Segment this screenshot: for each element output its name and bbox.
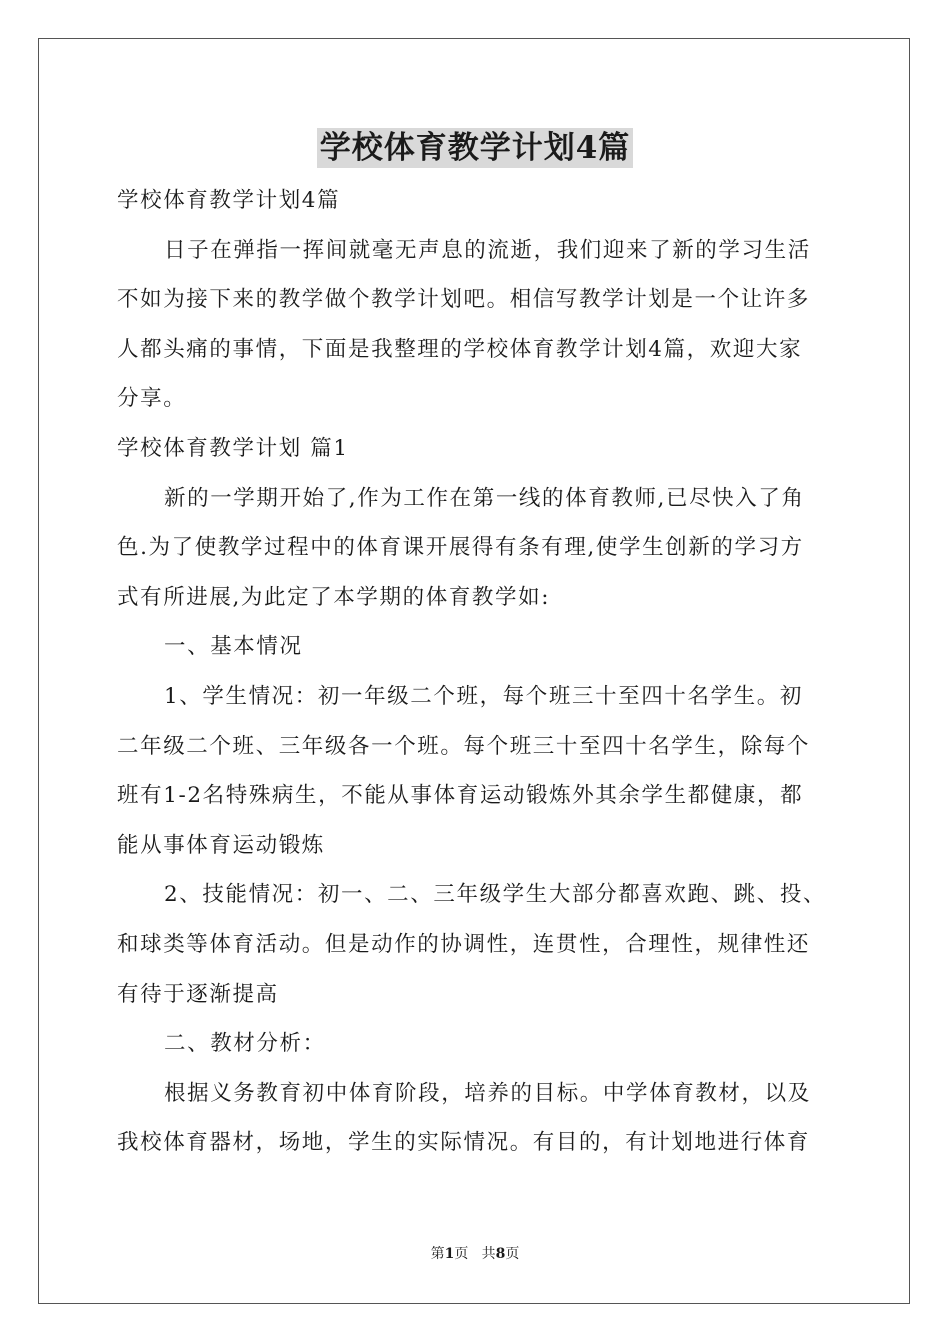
text-line: 和球类等体育活动。但是动作的协调性，连贯性，合理性，规律性还 xyxy=(117,931,811,957)
text-line: 色.为了使教学过程中的体育课开展得有条有理,使学生创新的学习方 xyxy=(117,535,804,561)
text-line: 二年级二个班、三年级各一个班。每个班三十至四十名学生，除每个 xyxy=(117,733,811,759)
text-line: 1、学生情况：初一年级二个班，每个班三十至四十名学生。初 xyxy=(164,683,803,709)
text-line: 班有1-2名特殊病生，不能从事体育运动锻炼外其余学生都健康，都 xyxy=(117,783,804,809)
page-footer xyxy=(0,1244,950,1264)
page-suffix: 页 xyxy=(454,1246,469,1262)
text-line: 人都头痛的事情，下面是我整理的学校体育教学计划4篇，欢迎大家 xyxy=(117,336,803,362)
text-line: 日子在弹指一挥间就毫无声息的流逝，我们迎来了新的学习生活 xyxy=(164,237,811,263)
text-line: 二、教材分析： xyxy=(164,1031,326,1057)
document-body xyxy=(117,176,837,1168)
total-prefix: 共 xyxy=(481,1246,496,1262)
total-pages: 8 xyxy=(495,1246,506,1262)
text-line: 根据义务教育初中体育阶段，培养的目标。中学体育教材，以及 xyxy=(164,1080,811,1106)
text-line: 不如为接下来的教学做个教学计划吧。相信写教学计划是一个让许多 xyxy=(117,287,811,313)
text-line: 学校体育教学计划 篇1 xyxy=(117,435,349,461)
text-line: 能从事体育运动锻炼 xyxy=(117,832,325,858)
total-suffix: 页 xyxy=(505,1246,520,1262)
text-line: 2、技能情况：初一、二、三年级学生大部分都喜欢跑、跳、投、 xyxy=(164,882,827,908)
title-wrap xyxy=(0,128,950,168)
text-line: 式有所进展,为此定了本学期的体育教学如: xyxy=(117,584,551,610)
text-line: 我校体育器材，场地，学生的实际情况。有目的，有计划地进行体育 xyxy=(117,1130,811,1156)
text-line: 有待于逐渐提高 xyxy=(117,981,279,1007)
text-line: 新的一学期开始了,作为工作在第一线的体育教师,已尽快入了角 xyxy=(164,485,805,511)
text-line: 分享。 xyxy=(117,386,187,412)
text-line: 一、基本情况 xyxy=(164,634,303,660)
text-line: 学校体育教学计划4篇 xyxy=(117,188,341,213)
page-prefix: 第 xyxy=(430,1246,445,1262)
page-number: 1 xyxy=(444,1246,455,1262)
document-title: 学校体育教学计划4篇 xyxy=(317,128,634,168)
